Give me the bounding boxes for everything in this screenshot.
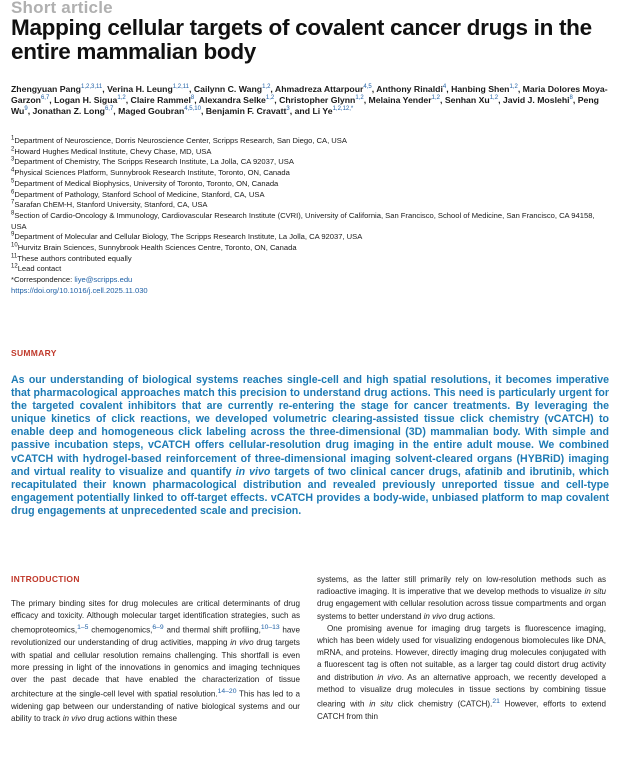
author-affiliation-marks: 1,2,11 xyxy=(172,84,189,91)
correspondence-email-link[interactable]: liye@scripps.edu xyxy=(74,275,133,285)
introduction-heading: INTRODUCTION xyxy=(11,574,80,584)
summary-heading: SUMMARY xyxy=(11,348,57,358)
intro-left-column xyxy=(11,598,300,725)
author-name: Zhengyuan Pang xyxy=(11,84,81,94)
article-type-label: Short article xyxy=(11,0,113,17)
affiliation-item: $^4$Physical Sciences Platform, Sunnybrook Research Institute, Toronto, ON, Canada xyxy=(11,167,290,178)
author-affiliation-marks: 4,5 xyxy=(363,84,372,91)
author-name: and Li Ye xyxy=(294,105,333,116)
author-affiliation-marks: 8 xyxy=(190,94,195,101)
affiliation-item: $^{10}$Hurvitz Brain Sciences, Sunnybrook Health Sciences Centre, Toronto, ON, Canada xyxy=(11,242,297,253)
affiliation-item: $^9$Department of Molecular and Cellular Biology, The Scripps Research Institute, La Jolla, CA 92037, USA xyxy=(11,231,363,242)
author-affiliation-marks: 1,2 xyxy=(431,94,440,101)
doi-link[interactable]: https://doi.org/10.1016/j.cell.2025.11.030 xyxy=(11,285,148,295)
author-name: Peng Wu xyxy=(11,94,599,116)
author-name: Ahmadreza Attarpour xyxy=(274,84,364,94)
author-name: Hanbing Shen xyxy=(451,84,510,94)
author-affiliation-marks: 1,2,3,11 xyxy=(81,84,103,91)
intro-paragraph: systems, as the latter still primarily rely on low-resolution methods such as radioactive imaging. It is imperative that we develop methods to visualize in situ drug engagement with cellular resolution across tissue compartments and organ systems to better understand in vivo drug actions. xyxy=(317,575,606,621)
summary-text: As our understanding of biological systems reaches single-cell and high spatial resolutions, it becomes imperative that pharmacological approaches match this precision to understand drug actions. This need is particularly urgent for the targeted covalent inhibitors that are currently re-entering the stage for cancer treatments. By leveraging the unique kinetics of click reactions, we developed volumetric clearing-assisted tissue click chemistry (vCATCH) to enable deep and homogeneous click labeling across the three-dimensional (3D) mammalian body. With simple and passive incubation steps, vCATCH offers cellular-resolution drug imaging in the entire adult mouse. We combined vCATCH with hydrogel-based reinforcement of three-dimensional imaging solvent-cleared organs (HYBRiD) imaging and virtual reality to visualize and quantify in vivo targets of two clinical cancer drugs, afatinib and ibrutinib, which recapitulated their known pharmacological distribution and revealed previously unreported tissue and cell-type engagement potentially linked to off-target effects. vCATCH provides a body-wide, unbiased platform to map covalent drug engagements at unprecedented scale and precision. xyxy=(11,374,609,517)
author-affiliation-marks: 9 xyxy=(24,105,28,112)
affiliation-item: $^6$Department of Pathology, Stanford School of Medicine, Stanford, CA, USA xyxy=(11,188,265,199)
author-affiliation-marks: 8 xyxy=(569,94,573,101)
author-list: Zhengyuan Pang$^{1,2,3,11}$, Verina H. Leung$^{1,2,11}$, Cailynn C. Wang$^{1,2}$, Ahmadreza Attarpour$^{4,5}$, Anthony Rinaldi$^4$, Hanbing Shen$^{1,2}$, Maria Dolores Moya-Garzon$^{6,7}$, Logan H. Sigua$^{1,2}$, Claire Rammel$^8$, Alexandra Selke$^{1,2}$, Christopher Glynn$^{1,2}$, Melaina Yender$^{1,2}$, Senhan Xu$^{1,2}$, Javid J. Moslehi$^8$, Peng Wu$^9$, Jonathan Z. Long$^{6,7}$, Maged Goubran$^{4,5,10}$, Benjamin F. Cravatt$^3$, and Li $Ye^{1,2,12,*}$ xyxy=(11,84,608,116)
author-name: Jonathan Z. Long xyxy=(32,105,105,116)
author-name: Alexandra Selke xyxy=(198,94,266,105)
author-name: Claire Rammel xyxy=(130,94,191,105)
author-affiliation-marks: 4,5,10 xyxy=(184,105,201,112)
author-name: Senhan Xu xyxy=(444,94,490,105)
author-name: Cailynn C. Wang xyxy=(193,84,263,94)
affiliation-item: $^7$Sarafan ChEM-H, Stanford University, Stanford, CA, USA xyxy=(11,199,208,210)
affiliation-item: $^2$Howard Hughes Medical Institute, Chevy Chase, MD, USA xyxy=(11,146,212,156)
author-affiliation-marks: 6,7 xyxy=(40,94,50,101)
author-affiliation-marks: 1,2,12,* xyxy=(332,105,354,112)
author-name: Anthony Rinaldi xyxy=(376,84,443,94)
affiliation-list xyxy=(11,136,611,297)
affiliation-item: $^1$Department of Neuroscience, Dorris Neuroscience Center, Scripps Research, San Diego, CA, USA xyxy=(11,135,347,145)
author-affiliation-marks: 4 xyxy=(442,84,447,91)
intro-paragraph: One promising avenue for imaging drug targets is fluorescence imaging, which has been widely used for visualizing endogenous biomolecules like DNA, mRNA, and proteins. However, directly imaging drug molecules conjugated with a fluorescent tag is often not suitable, as a larger tag could distort drug activity and distribution in vivo. As an alternative approach, we recently developed a method to visualize drug molecules in tissue sections by combining tissue clearing with in situ click chemistry (CATCH).$^{21}$ However, efforts to extend CATCH from thin xyxy=(317,623,606,721)
author-affiliation-marks: 6,7 xyxy=(104,105,114,112)
author-affiliation-marks: 1,2 xyxy=(262,84,271,91)
author-affiliation-marks: 1,2 xyxy=(117,94,126,101)
author-affiliation-marks: 1,2 xyxy=(489,94,499,101)
affiliation-item: $^3$Department of Chemistry, The Scripps Research Institute, La Jolla, CA 92037, USA xyxy=(11,156,294,167)
affiliation-item: $^{11}$These authors contributed equally xyxy=(11,253,132,263)
author-affiliation-marks: 3 xyxy=(286,105,290,112)
author-name: Melaina Yender xyxy=(368,94,432,105)
correspondence: *Correspondence: liye@scripps.edu xyxy=(11,275,133,285)
author-affiliation-marks: 1,2 xyxy=(355,94,364,101)
affiliation-item: $^5$Department of Medical Biophysics, University of Toronto, Toronto, ON, Canada xyxy=(11,178,279,188)
author-affiliation-marks: 1,2 xyxy=(509,84,518,91)
intro-paragraph: The primary binding sites for drug molecules are critical determinants of drug efficacy and toxicity. Although molecular target identification strategies, such as chemoproteomics,$^{1-5}$ chemogenomics,$^{6-9}$ and thermal shift profiling,$^{10-13}$ have revolutionized our understanding of drug activities, mapping in vivo drug targets with spatial and cellular resolution remains challenging. This shortfall is even more pressing in light of the innovations in genomics and imaging techniques over the past decade that have enabled the characterization of tissue architecture at the single-cell level with spatial resolution.$^{14-20}$ This has led to a widening gap between our understanding of native biological systems and our ability to track in vivo drug actions within these xyxy=(11,599,300,724)
author-name: Christopher Glynn xyxy=(279,94,356,105)
author-name: Maria Dolores Moya-Garzon xyxy=(11,84,608,105)
author-name: Logan H. Sigua xyxy=(54,94,118,105)
author-name: Verina H. Leung xyxy=(107,84,173,94)
affiliation-item: $^8$Section of Cardio-Oncology & Immunology, Cardiovascular Research Institute (CVRI), University of California, San Francisco, School of Medicine, San Francisco, CA 94158, USA xyxy=(11,210,595,231)
author-name: Javid J. Moslehi xyxy=(502,94,570,105)
author-name: Maged Goubran xyxy=(118,105,185,116)
article-title: Mapping cellular targets of covalent cancer drugs in the entire mammalian body xyxy=(11,15,592,64)
intro-right-column xyxy=(317,574,606,723)
author-name: Benjamin F. Cravatt xyxy=(205,105,287,116)
affiliation-item: $^{12}$Lead contact xyxy=(11,263,62,274)
author-affiliation-marks: 1,2 xyxy=(265,94,275,101)
